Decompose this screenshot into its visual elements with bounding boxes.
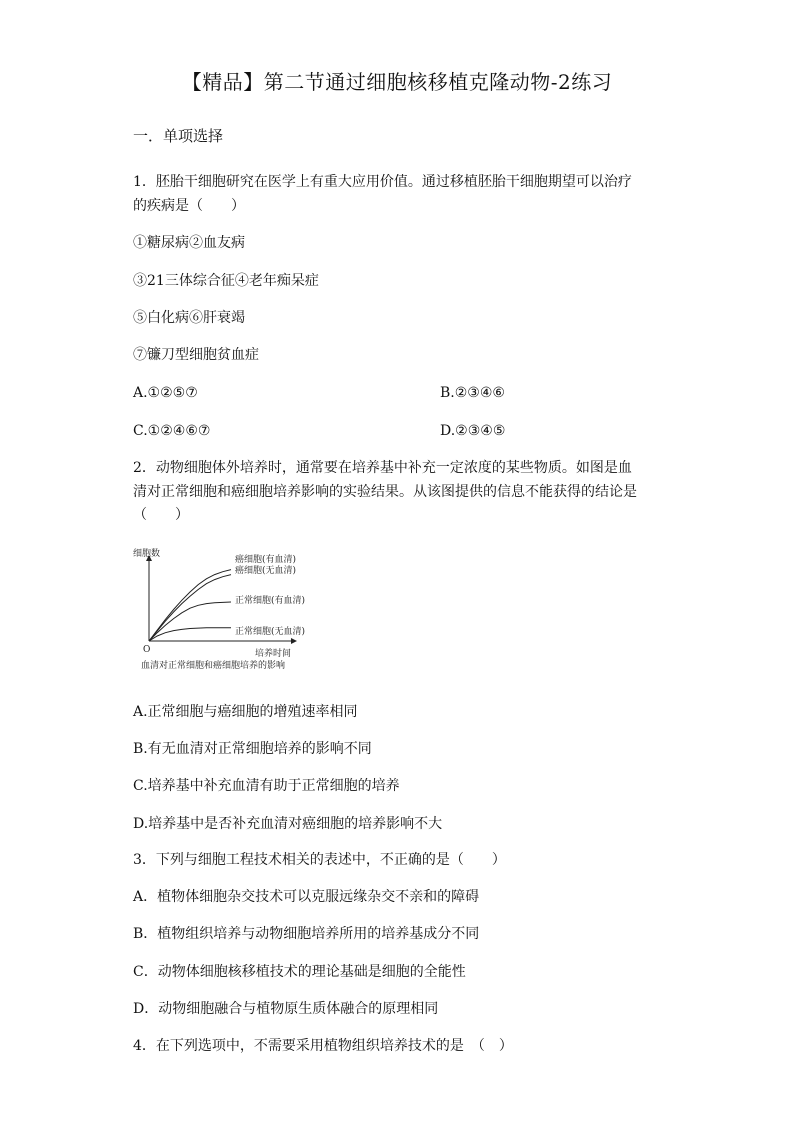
serum-effect-chart (131, 544, 331, 676)
q2-stem-line3: （ ） (133, 507, 189, 523)
q1-option-b: B.②③④⑥ (440, 385, 505, 401)
q1-option-d: D.②③④⑤ (440, 423, 506, 439)
series-label-1: 癌细胞(有血清) (235, 555, 297, 565)
series-line-3 (149, 602, 231, 641)
q1-item-1: ①糖尿病②血友病 (133, 235, 245, 251)
q3-option-d: D．动物细胞融合与植物原生质体融合的原理相同 (133, 1001, 439, 1017)
chart-caption: 血清对正常细胞和癌细胞培养的影响 (141, 661, 286, 671)
series-label-2: 癌细胞(无血清) (235, 566, 297, 576)
q1-item-2: ③21三体综合征④老年痴呆症 (133, 273, 319, 289)
q2-option-b: B.有无血清对正常细胞培养的影响不同 (133, 741, 372, 757)
q4-stem-line1: 4．在下列选项中，不需要采用植物组织培养技术的是 （ ） (133, 1038, 513, 1054)
section-heading: 一．单项选择 (133, 127, 224, 145)
q1-item-4: ⑦镰刀型细胞贫血症 (133, 347, 259, 363)
q2-stem-line1: 2．动物细胞体外培养时，通常要在培养基中补充一定浓度的某些物质。如图是血 (133, 460, 632, 476)
series-label-3: 正常细胞(有血清) (235, 596, 306, 606)
q2-option-c: C.培养基中补充血清有助于正常细胞的培养 (133, 778, 400, 794)
q1-option-c: C.①②④⑥⑦ (133, 423, 211, 439)
q1-item-3: ⑤白化病⑥肝衰竭 (133, 310, 245, 326)
page-title: 【精品】第二节通过细胞核移植克隆动物-2练习 (181, 70, 613, 94)
origin-label: O (143, 645, 151, 655)
q3-option-b: B．植物组织培养与动物细胞培养所用的培养基成分不同 (133, 926, 480, 942)
series-label-4: 正常细胞(无血清) (235, 627, 306, 637)
q3-stem-line1: 3．下列与细胞工程技术相关的表述中，不正确的是（ ） (133, 852, 506, 868)
q3-option-a: A．植物体细胞杂交技术可以克服远缘杂交不亲和的障碍 (133, 889, 480, 905)
x-axis-label: 培养时间 (255, 649, 292, 659)
y-axis-label: 细胞数 (133, 549, 161, 559)
q2-option-d: D.培养基中是否补充血清对癌细胞的培养影响不大 (133, 816, 443, 832)
q1-stem-line1: 1．胚胎干细胞研究在医学上有重大应用价值。通过移植胚胎干细胞期望可以治疗 (133, 174, 632, 190)
q1-stem-line2: 的疾病是（ ） (133, 198, 245, 214)
q2-stem-line2: 清对正常细胞和癌细胞培养影响的实验结果。从该图提供的信息不能获得的结论是 (133, 484, 637, 500)
q1-option-a: A.①②⑤⑦ (133, 385, 198, 401)
series-line-1 (149, 570, 231, 641)
q2-option-a: A.正常细胞与癌细胞的增殖速率相同 (133, 704, 358, 720)
q3-option-c: C．动物体细胞核移植技术的理论基础是细胞的全能性 (133, 964, 466, 980)
series-line-4 (149, 628, 231, 641)
